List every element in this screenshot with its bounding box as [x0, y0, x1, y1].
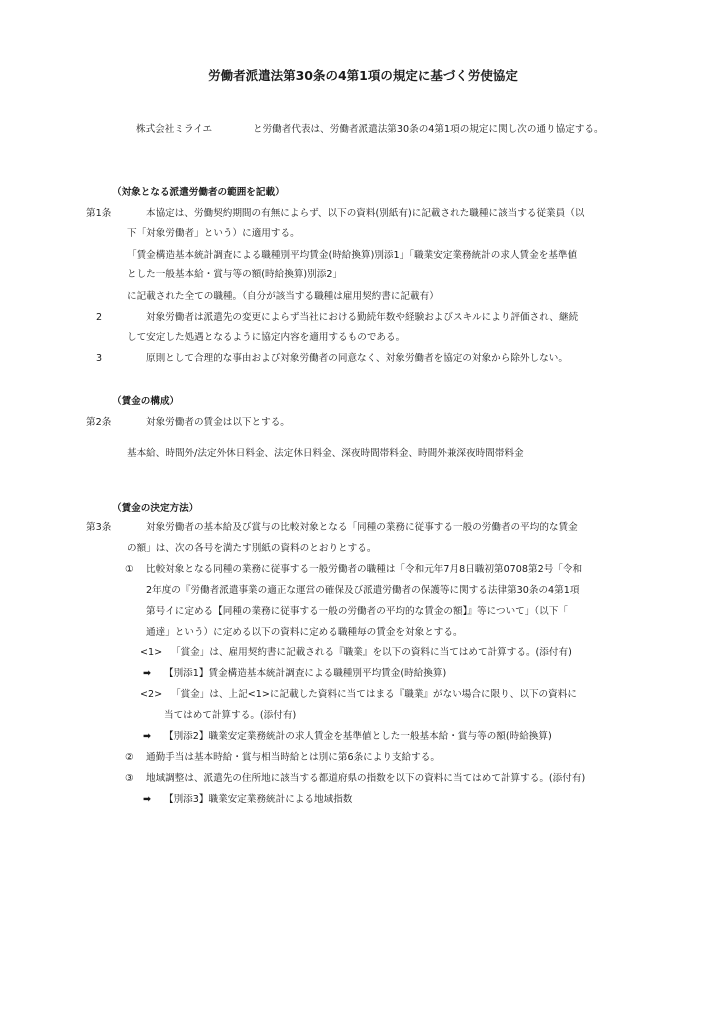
article3-item2-text: 通勤手当は基本時給・賞与相当時給とは別に第6条により支給する。 [146, 752, 440, 763]
sub2-line: 「賞金」は、上記<1>に記載した資料に当てはまる『職業』がない場合に限り、以下の資料に [171, 689, 577, 700]
article3-item1-line: 2年度の『労働者派遣事業の適正な運営の確保及び派遣労働者の保護等に関する法律第30条の4第1項 [146, 585, 580, 596]
article1-item2-number: 2 [96, 312, 103, 323]
article3-item1-number: ① [125, 564, 134, 575]
article3-item3-number: ③ [125, 773, 134, 784]
section3-heading: （賃金の決定方法） [112, 503, 199, 514]
article1-item2-line: して安定した処遇となるように協定内容を適用するものである。 [127, 332, 406, 343]
article3-item2-number: ② [125, 752, 134, 763]
sub2-reference: 【別添2】職業安定業務統計の求人賃金を基準値とした一般基本給・賞与等の額(時給換算) [164, 731, 552, 742]
article1-label: 第1条 [86, 208, 112, 219]
article3-item3-text: 地域調整は、派遣先の住所地に該当する都道府県の指数を以下の資料に当てはめて計算する。(添付有) [146, 773, 586, 784]
article2-line: 対象労働者の賃金は以下とする。 [146, 417, 290, 428]
intro-text: と労働者代表は、労働者派遣法第30条の4第1項の規定に関し次の通り協定する。 [253, 124, 604, 135]
arrow-right-icon: ➡ [143, 731, 152, 742]
article3-item1-line: 第号イに定める【同種の業務に従事する一般の労働者の平均的な賃金の額】』等について」（以下「 [146, 606, 568, 617]
article3-item1-line: 比較対象となる同種の業務に従事する一般労働者の職種は「令和元年7月8日職初第0708第2号「令和 [146, 564, 583, 575]
article1-line: 下「対象労働者」という）に適用する。 [127, 228, 300, 239]
article1-item2-line: 対象労働者は派遣先の変更によらず当社における勤続年数や経験およびスキルにより評価され、継続 [146, 312, 579, 323]
article1-line: とした一般基本給・賞与等の額(時給換算)別添2」 [127, 269, 343, 280]
arrow-right-icon: ➡ [143, 794, 152, 805]
company-name: 株式会社ミライエ [136, 124, 213, 135]
article1-line: に記載された全ての職種。（自分が該当する職種は雇用契約書に記載有） [127, 291, 439, 302]
article3-item1-line: 通達」という）に定める以下の資料に定める職種毎の賃金を対象とする。 [146, 627, 463, 638]
section2-heading: （賃金の構成） [112, 396, 180, 407]
article3-line: 対象労働者の基本給及び賞与の比較対象となる「同種の業務に従事する一般の労働者の平均的な賃金 [146, 522, 578, 533]
article1-line: 本協定は、労働契約期間の有無によらず、以下の資料(別紙有)に記載された職種に該当する従業員（以 [146, 208, 585, 219]
sub1-reference: 【別添1】賃金構造基本統計調査による職種別平均賃金(時給換算) [164, 668, 447, 679]
section1-heading: （対象となる派遣労働者の範囲を記載） [112, 187, 285, 198]
sub2-number: <2> [140, 689, 163, 700]
article3-label: 第3条 [86, 522, 112, 533]
sub1-number: <1> [140, 647, 163, 658]
document-title: 労働者派遣法第30条の4第1項の規定に基づく労使協定 [208, 68, 518, 83]
article2-label: 第2条 [86, 417, 112, 428]
article1-item3-number: 3 [96, 353, 103, 364]
article1-item3-line: 原則として合理的な事由および対象労働者の同意なく、対象労働者を協定の対象から除外しない。 [146, 353, 568, 364]
sub2-line: 当てはめて計算する。(添付有) [164, 710, 297, 721]
sub1-text: 「賞金」は、雇用契約書に記載される『職業』を以下の資料に当てはめて計算する。(添付有) [171, 647, 572, 658]
article1-line: 「賃金構造基本統計調査による職種別平均賃金(時給換算)別添1」「職業安定業務統計の求人賃金を基準値 [127, 250, 578, 261]
item3-reference: 【別添3】職業安定業務統計による地域指数 [164, 794, 353, 805]
article2-line: 基本給、時間外/法定外休日料金、法定休日料金、深夜時間帯料金、時間外兼深夜時間帯料金 [127, 448, 524, 459]
article3-line: の額」は、次の各号を満たす別紙の資料のとおりとする。 [127, 543, 377, 554]
arrow-right-icon: ➡ [143, 668, 152, 679]
